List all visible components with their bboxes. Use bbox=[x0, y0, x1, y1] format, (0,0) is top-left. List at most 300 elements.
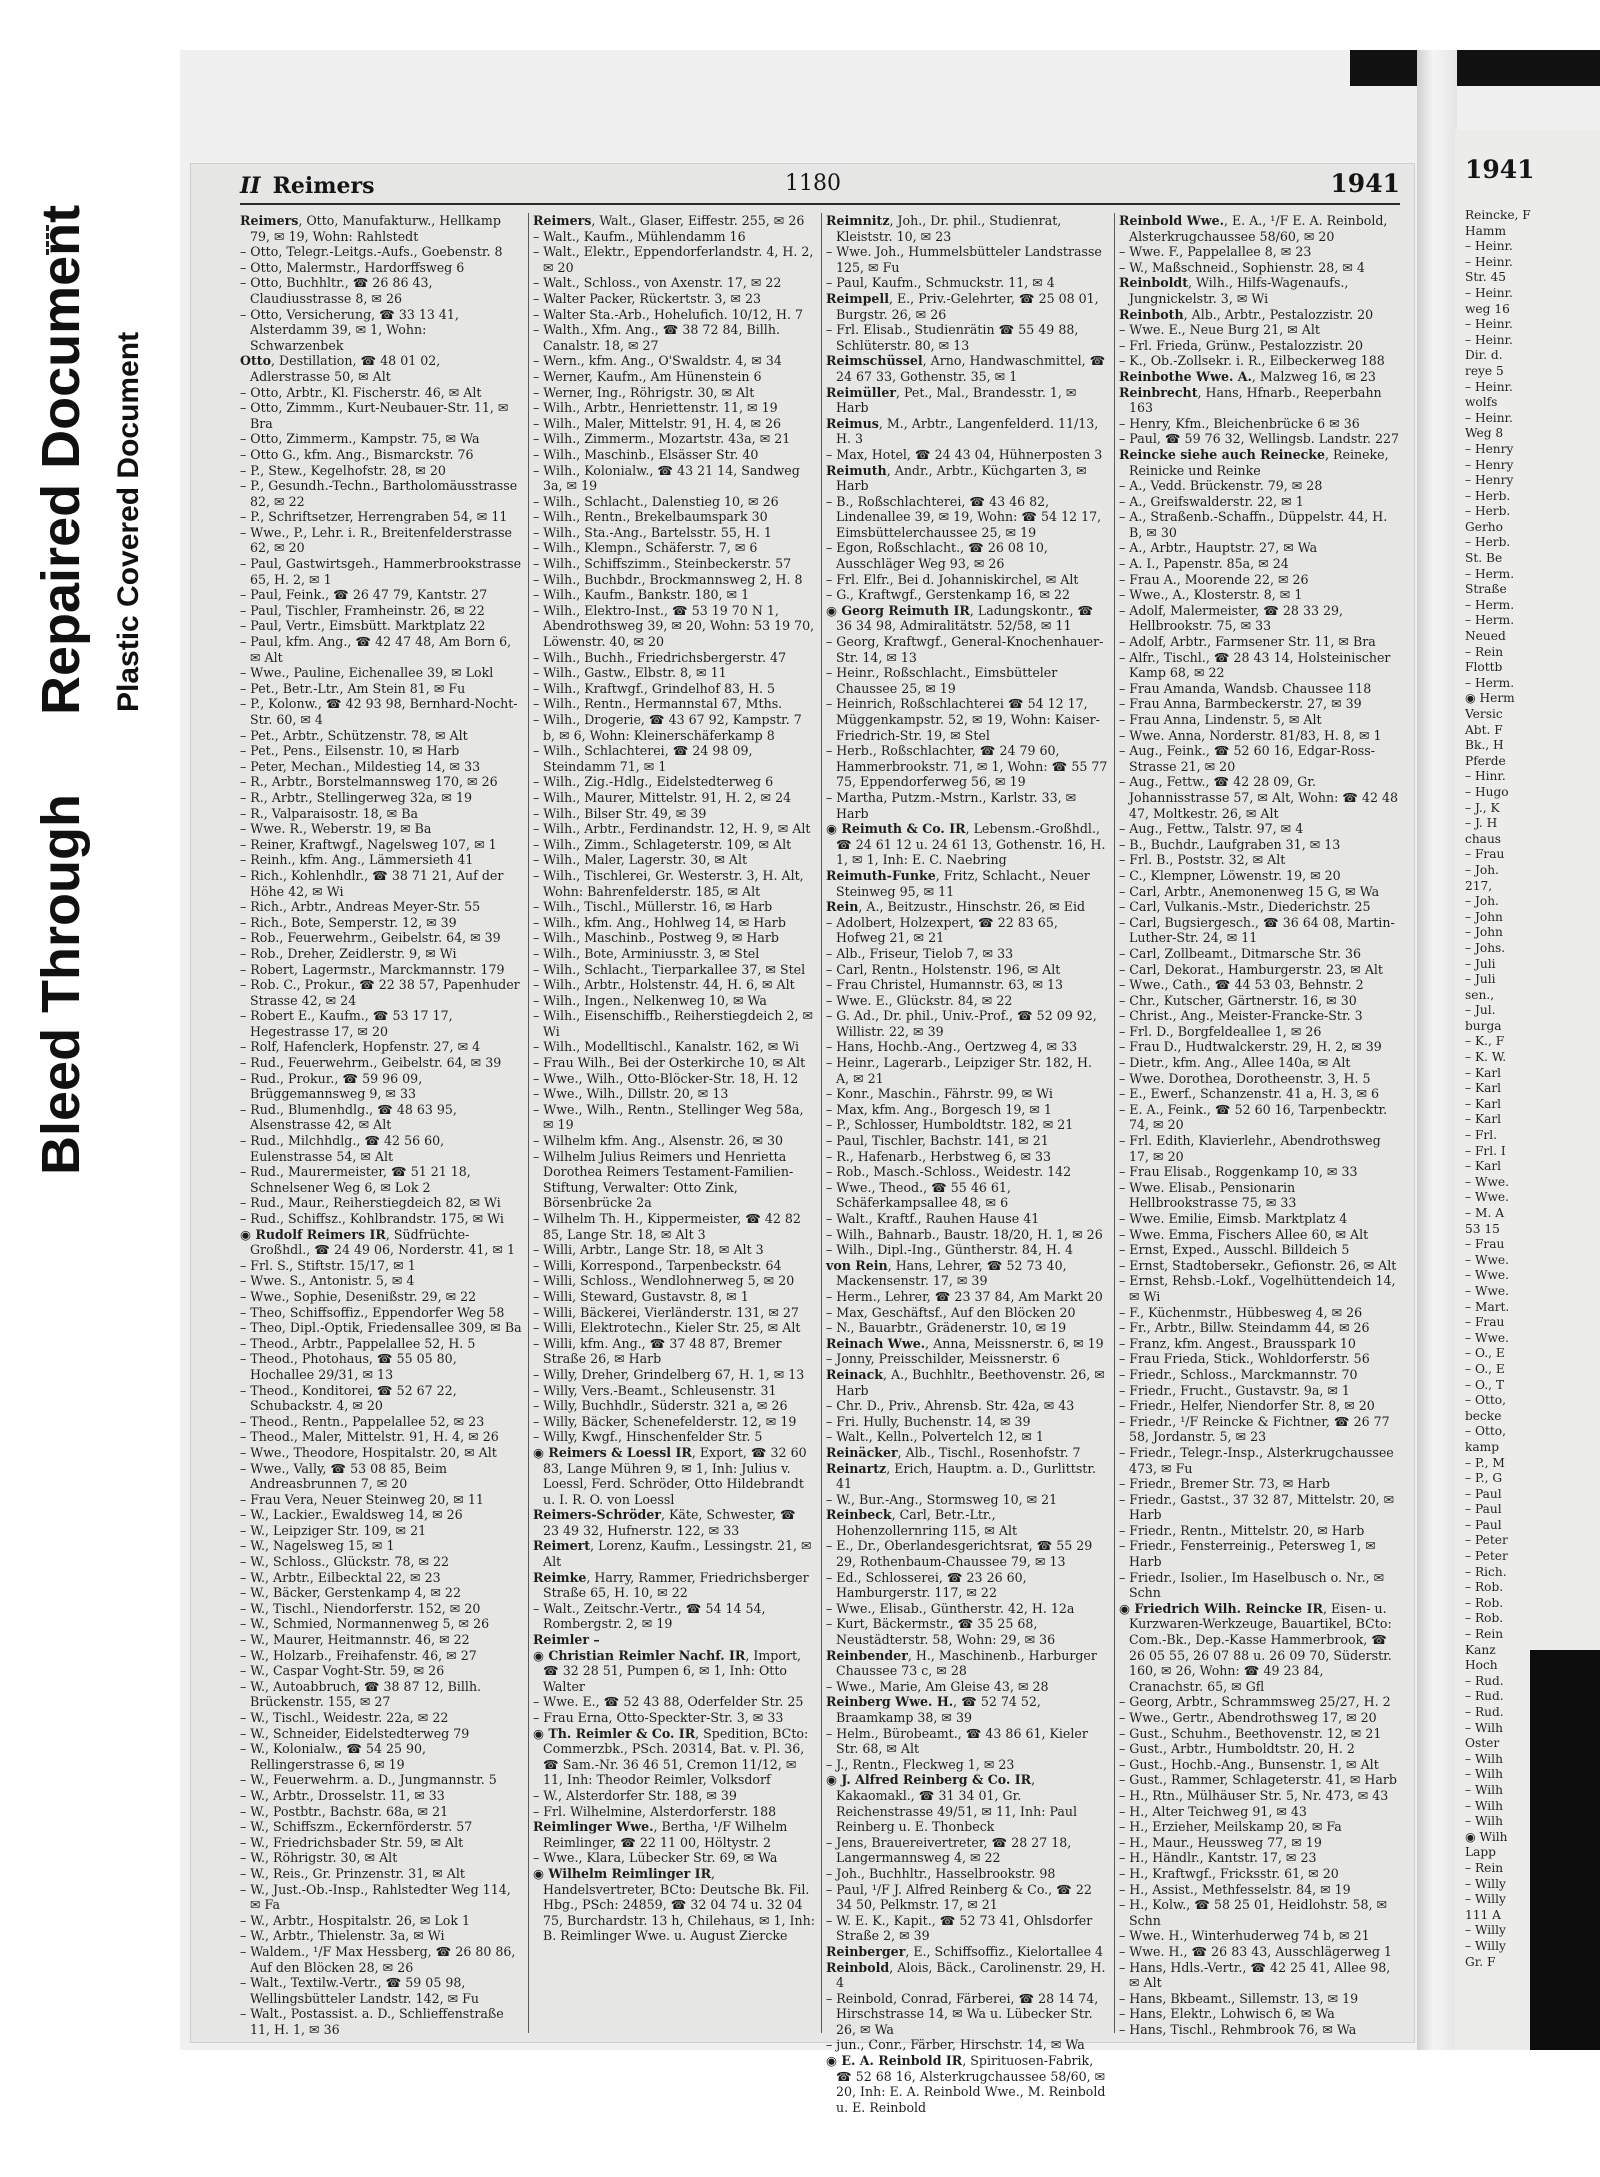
directory-entry: – Wilh., Bilser Str. 49, ✉ 39 bbox=[533, 805, 707, 821]
directory-entry: ◉ Reimers & Loessl IR, Export, ☎ 32 60 83, Lange Mühren 9, ✉ 1, Inh: Julius v. Loessl, Ferd. Schröder, Otto Hildebrandt u. I. R. O. von Loessl bbox=[533, 1444, 807, 1507]
directory-entry: – Wilh., Kraftwgf., Grindelhof 83, H. 5 bbox=[533, 680, 776, 696]
directory-entry: – Wilh., Zimmerm., Mozartstr. 43a, ✉ 21 bbox=[533, 431, 791, 447]
adjacent-page-line: – Willy bbox=[1465, 1892, 1506, 1907]
directory-entry: – Paul, kfm. Ang., ☎ 42 47 48, Am Born 6, ✉ Alt bbox=[240, 634, 512, 665]
adjacent-page-line: – Frl. I bbox=[1465, 1143, 1506, 1158]
directory-entry: – Theod., Maler, Mittelstr. 91, H. 4, ✉ 26 bbox=[240, 1429, 499, 1445]
directory-entry: Reinbeck, Carl, Betr.-Ltr., Hohenzollernring 115, ✉ Alt bbox=[826, 1507, 1018, 1538]
adjacent-page-line: 53 15 bbox=[1465, 1221, 1500, 1236]
directory-entry: – Walter Sta.-Arb., Hohelufich. 10/12, H. 7 bbox=[533, 306, 804, 322]
directory-entry: – Walth., Xfm. Ang., ☎ 38 72 84, Billh. Canalstr. 18, ✉ 27 bbox=[533, 322, 780, 353]
directory-entry: – B., Roßschlachterei, ☎ 43 46 82, Lindenallee 39, ✉ 19, Wohn: ☎ 54 12 17, Eimsbüttelerchaussee 25, ✉ 19 bbox=[826, 493, 1102, 540]
directory-entry: – Herb., Roßschlachter, ☎ 24 79 60, Hammerbrookstr. 71, ✉ 1, Wohn: ☎ 55 77 75, Eppendorferweg 56, ✉ 19 bbox=[826, 743, 1108, 790]
directory-entry: – Hans, Elektr., Lohwisch 6, ✉ Wa bbox=[1119, 2006, 1335, 2022]
adjacent-page-line: – Wilh bbox=[1465, 1814, 1503, 1829]
directory-entry: – Heinr., Lagerarb., Leipziger Str. 182, H. A, ✉ 21 bbox=[826, 1055, 1092, 1086]
adjacent-page-line: Straße bbox=[1465, 582, 1507, 597]
directory-entry: – P., Schlosser, Humboldtstr. 182, ✉ 21 bbox=[826, 1117, 1074, 1133]
adjacent-page-line: Hoch bbox=[1465, 1658, 1498, 1673]
adjacent-page-line: – Frau bbox=[1465, 847, 1505, 862]
directory-entry: Reimüller, Pet., Mal., Brandesstr. 1, ✉ Harb bbox=[826, 384, 1077, 416]
adjacent-page-line: – Frau bbox=[1465, 1237, 1505, 1252]
adjacent-page-line: – Joh. bbox=[1465, 894, 1499, 909]
adjacent-page-line: – Wilh bbox=[1465, 1720, 1503, 1735]
directory-entry: – G. Ad., Dr. phil., Univ.-Prof., ☎ 52 09 92, Willistr. 22, ✉ 39 bbox=[826, 1008, 1097, 1039]
directory-entry: – Rud., Schiffsz., Kohlbrandstr. 175, ✉ Wi bbox=[240, 1211, 504, 1226]
directory-entry: – Wwe., Gertr., Abendrothsweg 17, ✉ 20 bbox=[1119, 1710, 1377, 1725]
adjacent-page-line: – P., M bbox=[1465, 1455, 1505, 1470]
directory-entry: – Frau A., Moorende 22, ✉ 26 bbox=[1119, 571, 1309, 587]
directory-entry: Reimke, Harry, Rammer, Friedrichsberger Straße 65, H. 10, ✉ 22 bbox=[533, 1569, 809, 1601]
directory-entry: Rein, A., Beitzustr., Hinschstr. 26, ✉ Eid bbox=[826, 899, 1086, 915]
directory-entry: – H., Kolw., ☎ 58 25 01, Heidlohstr. 58, ✉ Schn bbox=[1119, 1897, 1388, 1928]
directory-entry: – R., Hafenarb., Herbstweg 6, ✉ 33 bbox=[826, 1148, 1052, 1164]
directory-entry: – Friedr., Rentn., Mittelstr. 20, ✉ Harb bbox=[1119, 1522, 1365, 1538]
adjacent-page-line: – John bbox=[1465, 925, 1503, 940]
directory-entry: – W., Postbtr., Bachstr. 68a, ✉ 21 bbox=[240, 1803, 449, 1819]
directory-entry: – Frau Frieda, Stick., Wohldorferstr. 56 bbox=[1119, 1351, 1370, 1367]
directory-entry: – Wilh., Arbtr., Holstenstr. 44, H. 6, ✉ Alt bbox=[533, 977, 795, 993]
directory-entry: – Chr., Kutscher, Gärtnerstr. 16, ✉ 30 bbox=[1119, 992, 1357, 1008]
directory-entry: – Otto, Arbtr., Kl. Fischerstr. 46, ✉ Alt bbox=[240, 384, 482, 400]
directory-entry: – Willi, Schloss., Wendlohnerweg 5, ✉ 20 bbox=[533, 1273, 795, 1289]
directory-entry: – Rud., Maurermeister, ☎ 51 21 18, Schnelsener Weg 6, ✉ Lok 2 bbox=[240, 1164, 471, 1195]
adjacent-page-line: – P., G bbox=[1465, 1471, 1503, 1486]
scan-corner-shadow bbox=[1350, 50, 1600, 86]
directory-entry: – J., Rentn., Fleckweg 1, ✉ 23 bbox=[826, 1756, 1015, 1772]
adjacent-page-line: – Rud. bbox=[1465, 1705, 1504, 1719]
directory-entry: – Friedr., ¹/F Reincke & Fichtner, ☎ 26 77 58, Jordanstr. 5, ✉ 23 bbox=[1119, 1413, 1390, 1445]
directory-entry: ◉ Th. Reimler & Co. IR, Spedition, BCto: Commerzbk., PSch. 20314, Bat. v. Pl. 36, ☎ Sam.-Nr. 36 46 51, Cremon 11/12, ✉ 11, Inh: Theodor Reimler, Volksdorf bbox=[533, 1725, 809, 1788]
adjacent-page-line: becke bbox=[1465, 1408, 1502, 1423]
directory-entry: – W., Arbtr., Drosselstr. 11, ✉ 33 bbox=[240, 1787, 445, 1803]
adjacent-page-line: chaus bbox=[1465, 831, 1502, 846]
directory-entry: – Wwe., Pauline, Eichenallee 39, ✉ Lokl bbox=[240, 665, 494, 681]
directory-entry: – Wwe., Cath., ☎ 44 53 03, Behnstr. 2 bbox=[1119, 977, 1364, 993]
directory-entry: – Otto, Telegr.-Leitgs.-Aufs., Goebenstr. 8 bbox=[240, 244, 503, 260]
directory-entry: – Frl. Edith, Klavierlehr., Abendrothsweg 17, ✉ 20 bbox=[1119, 1133, 1381, 1164]
directory-entry: – Walter Packer, Rückertstr. 3, ✉ 23 bbox=[533, 290, 761, 306]
directory-entry: – Friedr., Fensterreinig., Petersweg 1, ✉ Harb bbox=[1119, 1538, 1376, 1570]
directory-entry: – Helm., Bürobeamt., ☎ 43 86 61, Kieler Str. 68, ✉ Alt bbox=[826, 1725, 1088, 1757]
adjacent-page-year: 1941 bbox=[1465, 155, 1535, 184]
directory-entry: – Carl, Rentn., Holstenstr. 196, ✉ Alt bbox=[826, 961, 1061, 977]
adjacent-page-line: weg 16 bbox=[1465, 301, 1510, 316]
directory-entry: ◉ Rudolf Reimers IR, Südfrüchte-Großhdl., ☎ 24 49 06, Norderstr. 41, ✉ 1 bbox=[240, 1226, 515, 1258]
directory-entry: – Henry, Kfm., Bleichenbrücke 6 ✉ 36 bbox=[1119, 415, 1360, 431]
directory-entry: – Walt., Elektr., Eppendorferlandstr. 4, H. 2, ✉ 20 bbox=[533, 244, 814, 275]
directory-entry: – W., Leipziger Str. 109, ✉ 21 bbox=[240, 1522, 427, 1538]
directory-entry: – Wilh., Rentn., Hermannstal 67, Mths. bbox=[533, 696, 783, 712]
directory-entry: – Willi, Steward, Gustavstr. 8, ✉ 1 bbox=[533, 1288, 749, 1304]
directory-entry: – Joh., Buchhltr., Hasselbrookstr. 98 bbox=[826, 1865, 1056, 1881]
directory-entry: – Gust., Schuhm., Beethovenstr. 12, ✉ 21 bbox=[1119, 1725, 1382, 1741]
directory-entry: – Konr., Maschin., Fährstr. 99, ✉ Wi bbox=[826, 1086, 1053, 1102]
directory-entry: – Friedr., Frucht., Gustavstr. 9a, ✉ 1 bbox=[1119, 1382, 1350, 1398]
directory-entry: – Friedr., Schloss., Marckmannstr. 70 bbox=[1119, 1366, 1358, 1382]
directory-entry: – Jonny, Preisschilder, Meissnerstr. 6 bbox=[826, 1351, 1060, 1367]
directory-entry: Reimert, Lorenz, Kaufm., Lessingstr. 21, ✉ Alt bbox=[533, 1538, 812, 1570]
directory-entry: Reimers-Schröder, Käte, Schwester, ☎ 23 49 32, Hufnerstr. 122, ✉ 33 bbox=[533, 1507, 796, 1538]
directory-entry: von Rein, Hans, Lehrer, ☎ 52 73 40, Mackensenstr. 17, ✉ 39 bbox=[826, 1257, 1067, 1289]
adjacent-page-line: – Henry bbox=[1465, 441, 1514, 456]
adjacent-page-line: – Willy bbox=[1465, 1923, 1506, 1938]
directory-entry: – Ed., Schlosserei, ☎ 23 26 60, Hamburgerstr. 117, ✉ 22 bbox=[826, 1569, 1027, 1601]
directory-entry: – Wwe. H., Winterhuderweg 74 b, ✉ 21 bbox=[1119, 1928, 1370, 1944]
directory-entry: – Alfr., Tischl., ☎ 28 43 14, Holsteinischer Kamp 68, ✉ 22 bbox=[1119, 649, 1391, 681]
directory-entry: – Reinh., kfm. Ang., Lämmersieth 41 bbox=[240, 852, 474, 868]
directory-entry: – Frau Amanda, Wandsb. Chaussee 118 bbox=[1119, 680, 1372, 696]
adjacent-page-line: Oster bbox=[1465, 1736, 1500, 1751]
adjacent-page-line: Dir. d. bbox=[1465, 348, 1503, 363]
directory-entry: – Wwe. Elisab., Pensionarin Hellbrookstrasse 75, ✉ 33 bbox=[1119, 1179, 1297, 1211]
directory-entry: – Rob., Dreher, Zeidlerstr. 9, ✉ Wi bbox=[240, 945, 457, 961]
directory-entry: – Frl. Elfr., Bei d. Johanniskirchel, ✉ Alt bbox=[826, 571, 1079, 587]
adjacent-page-line: – Willy bbox=[1465, 1876, 1506, 1891]
adjacent-page-line: – Heinr. bbox=[1465, 379, 1513, 394]
directory-entry: – R., Arbtr., Stellingerweg 32a, ✉ 19 bbox=[240, 789, 472, 805]
directory-entry: – Frau Wilh., Bei der Osterkirche 10, ✉ Alt bbox=[533, 1055, 806, 1071]
bleed-through-label: Bleed Through bbox=[31, 794, 91, 1175]
directory-entry: – Gust., Arbtr., Humboldtstr. 20, H. 2 bbox=[1119, 1741, 1355, 1757]
directory-entry: – H., Erzieher, Meilskamp 20, ✉ Fa bbox=[1119, 1819, 1342, 1835]
directory-entry: Reinartz, Erich, Hauptm. a. D., Gurlittstr. 41 bbox=[826, 1460, 1096, 1492]
directory-entry: – Egon, Roßschlacht., ☎ 26 08 10, Ausschläger Weg 93, ✉ 26 bbox=[826, 540, 1048, 572]
directory-entry: – Wwe. H., ☎ 26 83 43, Ausschlägerweg 1 bbox=[1119, 1943, 1392, 1959]
directory-entry: – W., Friedrichsbader Str. 59, ✉ Alt bbox=[240, 1834, 464, 1850]
directory-entry: – Wilh., Schlacht., Tierparkallee 37, ✉ Stel bbox=[533, 961, 806, 977]
directory-entry: – Walt., Zeitschr.-Vertr., ☎ 54 14 54, Rombergstr. 2, ✉ 19 bbox=[533, 1600, 766, 1632]
directory-entry: – Theo, Schiffsoffiz., Eppendorfer Weg 58 bbox=[240, 1304, 505, 1320]
directory-entry: – Peter, Mechan., Mildestieg 14, ✉ 33 bbox=[240, 758, 481, 774]
directory-entry: – Wilh., Maschinb., Elsässer Str. 40 bbox=[533, 446, 759, 462]
adjacent-page-line: 111 A bbox=[1465, 1907, 1501, 1922]
adjacent-page-line: Weg 8 bbox=[1465, 426, 1504, 441]
directory-entry: – Georg, Arbtr., Schrammsweg 25/27, H. 2 bbox=[1119, 1694, 1391, 1710]
adjacent-page-line: – Frl. bbox=[1465, 1128, 1498, 1143]
adjacent-page-line: – O., T bbox=[1465, 1377, 1504, 1392]
directory-entry: – Wwe., P., Lehr. i. R., Breitenfelderstrasse 62, ✉ 20 bbox=[240, 524, 512, 556]
directory-entry: ◉ E. A. Reinbold IR, Spirituosen-Fabrik, ☎ 52 68 16, Alsterkrugchaussee 58/60, ✉ 20, Inh: E. A. Reinbold Wwe., M. Reinbold u. E. Reinbold bbox=[826, 2053, 1106, 2115]
adjacent-page-line: – Paul bbox=[1465, 1517, 1502, 1532]
directory-entry: – Frl. D., Borgfeldeallee 1, ✉ 26 bbox=[1119, 1023, 1322, 1039]
directory-entry: – Walt., Kraftf., Rauhen Hause 41 bbox=[826, 1211, 1040, 1226]
directory-entry: – Paul, Tischler, Framheinstr. 26, ✉ 22 bbox=[240, 602, 485, 618]
adjacent-page-line: – Heinr. bbox=[1465, 332, 1513, 347]
adjacent-page-line: – Henry bbox=[1465, 473, 1514, 488]
adjacent-page-line: – Herm. bbox=[1465, 566, 1515, 581]
directory-entry: – Carl, Vulkanis.-Mstr., Diederichstr. 25 bbox=[1119, 899, 1371, 915]
directory-entry: – W., Feuerwehrm. a. D., Jungmannstr. 5 bbox=[240, 1772, 497, 1788]
directory-entry: – Hans, Tischl., Rehmbrook 76, ✉ Wa bbox=[1119, 2021, 1357, 2037]
directory-entry: – Wilhelm Th. H., Kippermeister, ☎ 42 82 85, Lange Str. 18, ✉ Alt 3 bbox=[533, 1211, 801, 1242]
directory-entry: – Jens, Brauereivertreter, ☎ 28 27 18, Langermannsweg 4, ✉ 22 bbox=[826, 1834, 1072, 1866]
directory-entry: – Rud., Milchhdlg., ☎ 42 56 60, Eulenstrasse 54, ✉ Alt bbox=[240, 1133, 445, 1164]
header-left bbox=[240, 173, 374, 199]
directory-entry: – Theod., Konditorei, ☎ 52 67 22, Schubackstr. 4, ✉ 20 bbox=[240, 1382, 457, 1414]
directory-entry: – Fri. Hully, Buchenstr. 14, ✉ 39 bbox=[826, 1413, 1031, 1429]
directory-entry: Reimers, Otto, Manufakturw., Hellkamp 79, ✉ 19, Wohn: Rahlstedt bbox=[240, 213, 501, 244]
adjacent-page-line: burga bbox=[1465, 1018, 1502, 1033]
directory-entry: – Theod., Rentn., Pappelallee 52, ✉ 23 bbox=[240, 1413, 485, 1429]
directory-entry: – Wilh., Maler, Mittelstr. 91, H. 4, ✉ 26 bbox=[533, 415, 782, 431]
adjacent-page-line: – Herb. bbox=[1465, 504, 1511, 519]
adjacent-page-line: – Karl bbox=[1465, 1081, 1502, 1096]
directory-entry: – W., Kolonialw., ☎ 54 25 90, Rellingerstrasse 6, ✉ 19 bbox=[240, 1741, 427, 1772]
directory-entry: – Friedr., Isolier., Im Haselbusch o. Nr., ✉ Schn bbox=[1119, 1569, 1385, 1601]
directory-entry: Reinberger, E., Schiffsoffiz., Kielortallee 4 bbox=[826, 1943, 1104, 1959]
directory-entry: – Wwe., Sophie, Desenißstr. 29, ✉ 22 bbox=[240, 1288, 477, 1304]
directory-entry: – Frau Elisab., Roggenkamp 10, ✉ 33 bbox=[1119, 1164, 1358, 1180]
adjacent-page-line: – Mart. bbox=[1465, 1299, 1510, 1314]
adjacent-page-line: – Rein bbox=[1465, 1627, 1504, 1642]
directory-entry: – W., Schneider, Eidelstedterweg 79 bbox=[240, 1725, 470, 1741]
directory-entry: – Wwe., Wilh., Dillstr. 20, ✉ 13 bbox=[533, 1086, 729, 1102]
directory-entry: Reinbender, H., Maschinenb., Harburger Chaussee 73 c, ✉ 28 bbox=[826, 1647, 1097, 1679]
directory-entry: – N., Bauarbtr., Grädenerstr. 10, ✉ 19 bbox=[826, 1320, 1067, 1336]
adjacent-page-line: – Willy bbox=[1465, 1938, 1506, 1953]
directory-entry: Reimuth-Funke, Fritz, Schlacht., Neuer Steinweg 95, ✉ 11 bbox=[826, 867, 1090, 899]
directory-entry: – Heinrich, Roßschlachterei ☎ 54 12 17, Müggenkampstr. 52, ✉ 19, Wohn: Kaiser-Friedrich-Str. 19, ✉ Stel bbox=[826, 696, 1100, 743]
adjacent-page-line: – O., E bbox=[1465, 1361, 1505, 1376]
directory-entry: – Rob. C., Prokur., ☎ 22 38 57, Papenhuder Strasse 42, ✉ 24 bbox=[240, 977, 520, 1008]
directory-entry: – F., Küchenmstr., Hübbesweg 4, ✉ 26 bbox=[1119, 1304, 1363, 1320]
directory-entry: – Friedr., Helfer, Niendorfer Str. 8, ✉ 20 bbox=[1119, 1398, 1375, 1414]
directory-entry: – Walt., Postassist. a. D., Schlieffenstraße 11, H. 1, ✉ 36 bbox=[240, 2006, 504, 2037]
adjacent-page-line: – Heinr. bbox=[1465, 317, 1513, 332]
directory-entry: Reinbold Wwe., E. A., ¹/F E. A. Reinbold, Alsterkrugchaussee 58/60, ✉ 20 bbox=[1119, 213, 1388, 244]
directory-entry: – Rich., Arbtr., Andreas Meyer-Str. 55 bbox=[240, 899, 481, 915]
column-divider bbox=[821, 213, 822, 2033]
directory-entry: – Wwe., Elisab., Güntherstr. 42, H. 12a bbox=[826, 1600, 1075, 1616]
directory-entry: – Herm., Lehrer, ☎ 23 37 84, Am Markt 20 bbox=[826, 1288, 1103, 1304]
adjacent-page-line: sen., bbox=[1465, 987, 1495, 1002]
directory-entry: – E., Ewerf., Schanzenstr. 41 a, H. 3, ✉ 6 bbox=[1119, 1086, 1380, 1102]
directory-entry: – Wilh., Maschinb., Postweg 9, ✉ Harb bbox=[533, 930, 779, 946]
directory-entry: ◉ Christian Reimler Nachf. IR, Import, ☎ 32 28 51, Pumpen 6, ✉ 1, Inh: Otto Walter bbox=[533, 1647, 802, 1694]
directory-entry: – Max, Hotel, ☎ 24 43 04, Hühnerposten 3 bbox=[826, 446, 1103, 462]
adjacent-page-line: – Rob. bbox=[1465, 1595, 1504, 1610]
directory-entry: – Wilh., Kaufm., Bankstr. 180, ✉ 1 bbox=[533, 587, 750, 603]
directory-entry: – Martha, Putzm.-Mstrn., Karlstr. 33, ✉ Harb bbox=[826, 789, 1077, 821]
directory-entry: – Wilh., Tischlerei, Gr. Westerstr. 3, H. Alt, Wohn: Bahrenfelderstr. 185, ✉ Alt bbox=[533, 867, 804, 899]
adjacent-page-line: – Rob. bbox=[1465, 1580, 1504, 1595]
adjacent-page-line: Flottb bbox=[1465, 660, 1503, 675]
directory-entry: – Carl, Arbtr., Anemonenweg 15 G, ✉ Wa bbox=[1119, 883, 1380, 899]
directory-entry: – Kurt, Bäckermstr., ☎ 35 25 68, Neustädterstr. 58, Wohn: 29, ✉ 36 bbox=[826, 1616, 1056, 1648]
directory-entry: – W., Reis., Gr. Prinzenstr. 31, ✉ Alt bbox=[240, 1865, 465, 1881]
directory-entry: – Theod., Photohaus, ☎ 55 05 80, Hochallee 29/31, ✉ 13 bbox=[240, 1351, 457, 1382]
directory-entry: – Willi, Korrespond., Tarpenbeckstr. 64 bbox=[533, 1257, 782, 1273]
adjacent-page-line: – Wwe. bbox=[1465, 1268, 1510, 1283]
directory-entry: Reimers, Walt., Glaser, Eiffestr. 255, ✉ 26 bbox=[533, 213, 805, 228]
adjacent-page-line: Versic bbox=[1465, 707, 1503, 721]
directory-entry: – Wwe., Vally, ☎ 53 08 85, Beim Andreasbrunnen 7, ✉ 20 bbox=[240, 1460, 447, 1492]
directory-entry: Reimuth, Andr., Arbtr., Küchgarten 3, ✉ Harb bbox=[826, 462, 1087, 494]
directory-entry: – Frl. B., Poststr. 32, ✉ Alt bbox=[1119, 852, 1286, 868]
adjacent-page-line: – Peter bbox=[1465, 1549, 1508, 1564]
directory-entry: – P., Kolonw., ☎ 42 93 98, Bernhard-Nocht-Str. 60, ✉ 4 bbox=[240, 696, 518, 727]
directory-entry: – Wwe. F., Pappelallee 8, ✉ 23 bbox=[1119, 244, 1312, 260]
scan-label-panel bbox=[0, 0, 180, 2177]
adjacent-page-line: – Wwe. bbox=[1465, 1330, 1510, 1345]
column-2 bbox=[533, 213, 815, 2033]
directory-entry: – Wilh., Gastw., Elbstr. 8, ✉ 11 bbox=[533, 665, 727, 681]
directory-entry: – Adolf, Arbtr., Farmsener Str. 11, ✉ Bra bbox=[1119, 634, 1376, 650]
adjacent-page-line: – John bbox=[1465, 909, 1503, 924]
adjacent-page-line: Gerho bbox=[1465, 519, 1503, 534]
adjacent-page-line: – Herm. bbox=[1465, 597, 1515, 612]
directory-entry: – Willy, Buchhdlr., Süderstr. 321 a, ✉ 26 bbox=[533, 1398, 788, 1414]
directory-entry: Reinboldt, Wilh., Hilfs-Wagenaufs., Jungnickelstr. 3, ✉ Wi bbox=[1119, 275, 1349, 306]
adjacent-page-line: – J. H bbox=[1465, 816, 1498, 831]
directory-entry: – Reiner, Kraftwgf., Nagelsweg 107, ✉ 1 bbox=[240, 836, 497, 852]
directory-entry: – Wilh., Buchh., Friedrichsbergerstr. 47 bbox=[533, 649, 787, 665]
directory-entry: – Carl, Dekorat., Hamburgerstr. 23, ✉ Alt bbox=[1119, 961, 1383, 977]
directory-entry: – Wwe. Joh., Hummelsbütteler Landstrasse 125, ✉ Fu bbox=[826, 244, 1102, 275]
directory-entry: – K., Ob.-Zollsekr. i. R., Eilbeckerweg 188 bbox=[1119, 353, 1385, 369]
directory-entry: ◉ Georg Reimuth IR, Ladungskontr., ☎ 36 34 98, Admiralitätstr. 52/58, ✉ 11 bbox=[826, 602, 1094, 634]
directory-entry: – Rich., Kohlenhdlr., ☎ 38 71 21, Auf der Höhe 42, ✉ Wi bbox=[240, 867, 504, 899]
adjacent-page-line: – Wwe. bbox=[1465, 1190, 1510, 1205]
directory-entry: – Wilh., Eisenschiffb., Reiherstiegdeich 2, ✉ Wi bbox=[533, 1008, 814, 1039]
adjacent-page-line: – Rein bbox=[1465, 1860, 1504, 1875]
directory-entry: Reinboth, Alb., Arbtr., Pestalozzistr. 20 bbox=[1119, 306, 1374, 322]
directory-entry: – Carl, Zollbeamt., Ditmarsche Str. 36 bbox=[1119, 945, 1362, 961]
adjacent-page-line: – Rob. bbox=[1465, 1611, 1504, 1626]
directory-entry: – Hans, Hdls.-Vertr., ☎ 42 25 41, Allee 98, ✉ Alt bbox=[1119, 1959, 1391, 1991]
directory-entry: – Walt., Kaufm., Mühlendamm 16 bbox=[533, 228, 746, 244]
directory-entry: – Ernst, Rehsb.-Lokf., Vogelhüttendeich 14, ✉ Wi bbox=[1119, 1273, 1396, 1304]
scan-mark bbox=[46, 225, 52, 255]
adjacent-page-line: – Herb. bbox=[1465, 488, 1511, 503]
adjacent-page-line: ◉ Herm bbox=[1465, 691, 1515, 706]
directory-entry: – Rolf, Hafenclerk, Hopfenstr. 27, ✉ 4 bbox=[240, 1039, 481, 1055]
scan-edge-shadow bbox=[1530, 1650, 1600, 2050]
directory-entry: – W., Schloss., Glückstr. 78, ✉ 22 bbox=[240, 1554, 450, 1570]
directory-page bbox=[190, 163, 1415, 2115]
directory-entry: – Walt., Kelln., Polvertelch 12, ✉ 1 bbox=[826, 1429, 1044, 1445]
directory-entry: – A., Greifswalderstr. 22, ✉ 1 bbox=[1119, 493, 1304, 509]
directory-entry: – W., Maurer, Heitmannstr. 46, ✉ 22 bbox=[240, 1632, 470, 1648]
directory-entry: – Rud., Blumenhdlg., ☎ 48 63 95, Alsenstrasse 42, ✉ Alt bbox=[240, 1101, 457, 1133]
directory-entry: – Wwe. E., ☎ 52 43 88, Oderfelder Str. 25 bbox=[533, 1694, 804, 1710]
directory-entry: – Frl. Wilhelmine, Alsterdorferstr. 188 bbox=[533, 1803, 777, 1819]
directory-entry: – Paul, ¹/F J. Alfred Reinberg & Co., ☎ 22 34 50, Pelkmstr. 17, ✉ 21 bbox=[826, 1881, 1092, 1913]
directory-entry: – Rob., Feuerwehrm., Geibelstr. 64, ✉ 39 bbox=[240, 930, 501, 946]
directory-entry: – Willy, Bäcker, Schenefelderstr. 12, ✉ 19 bbox=[533, 1413, 797, 1429]
directory-entry: – Max, kfm. Ang., Borgesch 19, ✉ 1 bbox=[826, 1101, 1052, 1117]
directory-entry: – Theod., Arbtr., Pappelallee 52, H. 5 bbox=[240, 1335, 476, 1351]
directory-entry: – H., Alter Teichweg 91, ✉ 43 bbox=[1119, 1803, 1307, 1819]
adjacent-page-line: – Rud. bbox=[1465, 1673, 1504, 1688]
directory-entry: – Adolf, Malermeister, ☎ 28 33 29, Hellbrookstr. 75, ✉ 33 bbox=[1119, 602, 1344, 634]
directory-entry: – Aug., Fettw., ☎ 42 28 09, Gr. Johannisstrasse 57, ✉ Alt, Wohn: ☎ 42 48 47, Moltkestr. 26, ✉ Alt bbox=[1119, 774, 1399, 821]
directory-entry: – Willi, Elektrotechn., Kieler Str. 25, ✉ Alt bbox=[533, 1320, 801, 1336]
directory-entry: Reinberg Wwe. H., ☎ 52 74 52, Braamkamp 38, ✉ 39 bbox=[826, 1694, 1041, 1725]
directory-entry: – Ernst, Exped., Ausschl. Billdeich 5 bbox=[1119, 1242, 1350, 1258]
adjacent-page-line: ◉ Wilh bbox=[1465, 1829, 1508, 1844]
directory-entry: – G., Kraftwgf., Gerstenkamp 16, ✉ 22 bbox=[826, 587, 1071, 603]
adjacent-page-line: – J., K bbox=[1465, 800, 1500, 815]
directory-entry: – Wwe., Marie, Am Gleise 43, ✉ 28 bbox=[826, 1678, 1049, 1694]
directory-entry: – Otto, Buchhltr., ☎ 26 86 43, Claudiusstrasse 8, ✉ 26 bbox=[240, 275, 433, 306]
directory-entry: – Wwe. Emma, Fischers Allee 60, ✉ Alt bbox=[1119, 1226, 1369, 1242]
directory-entry: – Rud., Prokur., ☎ 59 96 09, Brüggemannsweg 9, ✉ 33 bbox=[240, 1070, 423, 1102]
directory-entry: – Wilh., Bote, Arminiusstr. 3, ✉ Stel bbox=[533, 945, 760, 961]
directory-entry: – Otto, Zimmm., Kurt-Neubauer-Str. 11, ✉ Bra bbox=[240, 400, 509, 431]
directory-entry: – Wilh., Buchbdr., Brockmannsweg 2, H. 8 bbox=[533, 571, 803, 587]
directory-entry: – W., Caspar Voght-Str. 59, ✉ 26 bbox=[240, 1663, 445, 1679]
directory-entry: – Wilh., kfm. Ang., Hohlweg 14, ✉ Harb bbox=[533, 914, 786, 930]
directory-entry: – Wwe., Wilh., Otto-Blöcker-Str. 18, H. 12 bbox=[533, 1070, 799, 1086]
directory-entry: – W., Lackier., Ewaldsweg 14, ✉ 26 bbox=[240, 1507, 463, 1523]
adjacent-page-line: – Juli bbox=[1465, 972, 1496, 987]
directory-entry: Reinbothe Wwe. A., Malzweg 16, ✉ 23 bbox=[1119, 368, 1376, 384]
adjacent-page-line: – Karl bbox=[1465, 1159, 1502, 1174]
directory-entry: Reimnitz, Joh., Dr. phil., Studienrat, Kleiststr. 10, ✉ 23 bbox=[826, 213, 1062, 244]
adjacent-page-line: – K., F bbox=[1465, 1034, 1505, 1049]
adjacent-page-line: Gr. F bbox=[1465, 1954, 1496, 1969]
adjacent-page-line: Lapp bbox=[1465, 1845, 1496, 1860]
directory-entry: – E., Dr., Oberlandesgerichtsrat, ☎ 55 29 29, Rothenbaum-Chaussee 79, ✉ 13 bbox=[826, 1538, 1093, 1570]
column-1 bbox=[240, 213, 522, 2037]
directory-entry: – W., Tischl., Weidestr. 22a, ✉ 22 bbox=[240, 1710, 449, 1725]
directory-entry: – Gust., Rammer, Schlageterstr. 41, ✉ Harb bbox=[1119, 1772, 1397, 1788]
adjacent-page-line: – Herb. bbox=[1465, 535, 1511, 550]
directory-entry: – Georg, Kraftwgf., General-Knochenhauer-Str. 14, ✉ 13 bbox=[826, 634, 1104, 665]
directory-entry: – Wwe., Klara, Lübecker Str. 69, ✉ Wa bbox=[533, 1850, 778, 1866]
directory-entry: – W. E. K., Kapit., ☎ 52 73 41, Ohlsdorfer Straße 2, ✉ 39 bbox=[826, 1912, 1093, 1944]
directory-entry: – Hans, Hochb.-Ang., Oertzweg 4, ✉ 33 bbox=[826, 1039, 1078, 1055]
adjacent-page-line: – Heinr. bbox=[1465, 239, 1513, 254]
adjacent-page-line: – Wilh bbox=[1465, 1782, 1503, 1797]
adjacent-page-line: – Karl bbox=[1465, 1112, 1502, 1127]
directory-entry: – R., Valparaisostr. 18, ✉ Ba bbox=[240, 805, 418, 821]
directory-entry: – Wilh., Arbtr., Ferdinandstr. 12, H. 9, ✉ Alt bbox=[533, 821, 811, 837]
directory-entry: – Fr., Arbtr., Billw. Steindamm 44, ✉ 26 bbox=[1119, 1320, 1370, 1336]
directory-entry: – Wilh., Zig.-Hdlg., Eidelstedterweg 6 bbox=[533, 774, 774, 790]
directory-entry: – Paul, Vertr., Eimsbütt. Marktplatz 22 bbox=[240, 618, 486, 634]
adjacent-page-line: – Wilh bbox=[1465, 1767, 1503, 1782]
adjacent-page-line: Bk., H bbox=[1465, 738, 1504, 753]
directory-entry: – Wwe., Theod., ☎ 55 46 61, Schäferkampsallee 48, ✉ 6 bbox=[826, 1179, 1011, 1211]
directory-entry: – H., Kraftwgf., Fricksstr. 61, ✉ 20 bbox=[1119, 1865, 1339, 1881]
directory-entry: – B., Buchdr., Laufgraben 31, ✉ 13 bbox=[1119, 836, 1341, 852]
directory-entry: – Wwe. Anna, Norderstr. 81/83, H. 8, ✉ 1 bbox=[1119, 727, 1382, 743]
directory-entry: – Frl. Frieda, Grünw., Pestalozzistr. 20 bbox=[1119, 337, 1363, 353]
adjacent-page-line: – Juli bbox=[1465, 956, 1496, 971]
directory-entry: ◉ Reimuth & Co. IR, Lebensm.-Großhdl., ☎ 24 61 12 u. 24 61 13, Gothenstr. 16, H. 1, ✉ 1, Inh: E. C. Naebring bbox=[826, 821, 1106, 868]
adjacent-page-line: – K. W. bbox=[1465, 1050, 1507, 1065]
adjacent-page-line: – Herm. bbox=[1465, 613, 1515, 628]
directory-entry: – Wilhelm kfm. Ang., Alsenstr. 26, ✉ 30 bbox=[533, 1133, 784, 1149]
header-name: Reimers bbox=[272, 173, 375, 199]
directory-entry: – Paul, ☎ 59 76 32, Wellingsb. Landstr. 227 bbox=[1119, 431, 1400, 447]
directory-entry: – Gust., Hochb.-Ang., Bunsenstr. 1, ✉ Alt bbox=[1119, 1756, 1379, 1772]
directory-entry: – Wilhelm Julius Reimers und Henrietta Dorothea Reimers Testament-Familien-Stiftung, Verwalter: Otto Zink, Börsenbrücke 2a bbox=[533, 1148, 794, 1211]
column-divider bbox=[528, 213, 529, 2033]
column-3 bbox=[826, 213, 1108, 2115]
directory-entry: – Theo, Dipl.-Optik, Friedensallee 309, ✉ Ba bbox=[240, 1320, 522, 1336]
adjacent-page-line: – Karl bbox=[1465, 1065, 1502, 1080]
directory-entry: – Willy, Vers.-Beamt., Schleusenstr. 31 bbox=[533, 1382, 777, 1398]
directory-entry: – W., Schmied, Normannenweg 5, ✉ 26 bbox=[240, 1616, 490, 1632]
directory-entry: – P., Stew., Kegelhofstr. 28, ✉ 20 bbox=[240, 462, 446, 478]
adjacent-page-line: – Wilh bbox=[1465, 1751, 1503, 1766]
directory-entry: – Werner, Kaufm., Am Hünenstein 6 bbox=[533, 368, 762, 384]
directory-entry: Reinbrecht, Hans, Hfnarb., Reeperbahn 163 bbox=[1119, 384, 1382, 416]
